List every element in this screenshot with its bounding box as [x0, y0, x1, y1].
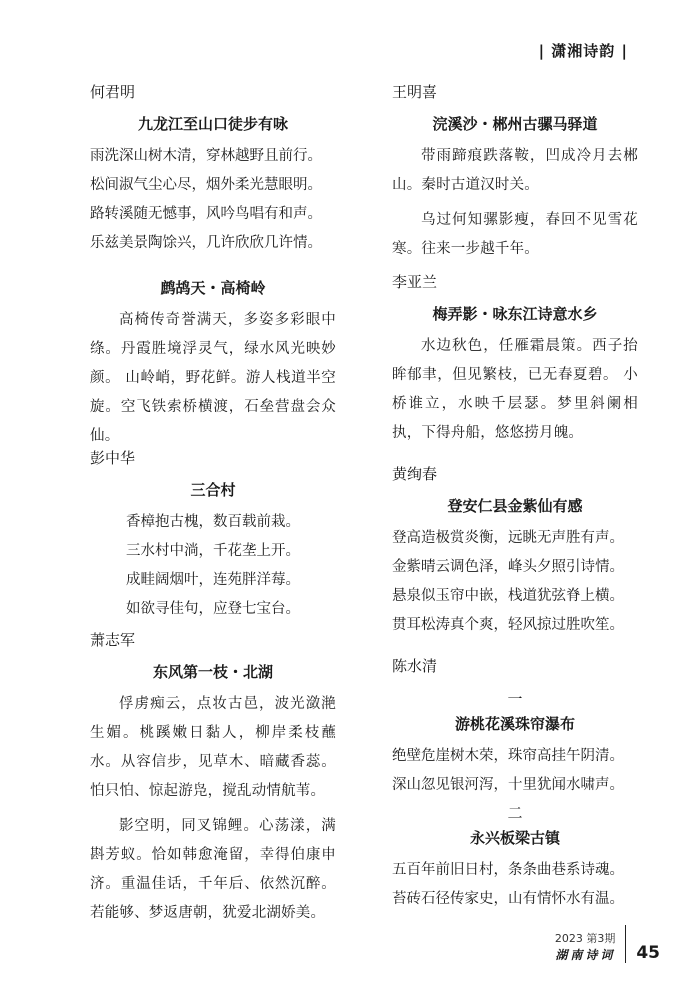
poem-line: 乐兹美景陶馀兴，几许欣欣几许情。: [90, 235, 322, 251]
footer-divider: [625, 925, 626, 963]
poem-title: 登安仁县金紫仙有感: [447, 497, 583, 515]
poem-paragraph: 影空明，同叉锦鲤。心荡漾，满斟芳蚁。恰如韩愈淹留，幸得伯康申济。重温佳话，千年后、依然沉醉。若能够、梦返唐朝，犹爱北湖娇美。: [90, 818, 336, 921]
poem-line: 绝壁危崖树木荣，珠帘高挂午阴清。: [392, 748, 624, 764]
poem-author: 陈水清: [392, 657, 438, 675]
poem-line: 五百年前旧日村，条条曲巷系诗魂。: [392, 862, 624, 878]
poem-title: 游桃花溪珠帘瀑布: [454, 715, 575, 733]
publication-info: [555, 930, 616, 963]
poem-line: 深山忽见银河泻，十里犹闻水啸声。: [392, 777, 624, 793]
poem-block: [90, 276, 336, 446]
poem-author: 李亚兰: [392, 273, 438, 291]
poem-title: 浣溪沙・郴州古骡马驿道: [432, 115, 598, 133]
poem-block: [90, 628, 336, 928]
poem-title: 九龙江至山口徒步有咏: [137, 115, 288, 133]
poem-block: [392, 462, 638, 654]
journal-name: 湖南诗词: [555, 948, 616, 962]
right-column: [392, 80, 638, 914]
poem-line: 苔砖石径传家史，山有情怀水有温。: [392, 891, 624, 907]
poem-line: 贯耳松涛真个爽，轻风掠过胜吹笙。: [392, 617, 624, 633]
issue-label: 2023 第3期: [554, 932, 616, 945]
poem-line: 成畦阔烟叶，连苑胖洋莓。: [126, 572, 300, 588]
poem-paragraph: 水边秋色，任雁霜晨策。西子抬眸郁聿，但见繁枝，已无春夏碧。 小桥谁立，水映千层瑟。梦里斜阑相执，下得舟船，悠悠捞月魄。: [392, 338, 638, 441]
poem-author: 彭中华: [90, 449, 136, 467]
poem-block: [392, 80, 638, 270]
page-number: 45: [636, 943, 660, 963]
poem-paragraph: 乌过何知骡影瘦，春回不见雪花寒。往来一步越千年。: [392, 212, 638, 257]
poem-title: 三合村: [190, 481, 236, 499]
poem-line: 松间淑气尘心尽，烟外柔光慧眼明。: [90, 177, 322, 193]
poem-line: 香樟抱古槐，数百载前栽。: [126, 514, 300, 530]
poem-title: 东风第一枝・北湖: [152, 663, 273, 681]
poem-title: 梅弄影・咏东江诗意水乡: [432, 305, 598, 323]
part-number: 二: [507, 804, 523, 822]
poem-lines: [90, 508, 336, 624]
poem-line: 雨洗深山树木清，穿林越野且前行。: [90, 148, 322, 164]
poem-line: 路转溪随无憾事，风吟鸟唱有和声。: [90, 206, 322, 222]
poem-line: 三水村中淌，千花垄上开。: [126, 543, 300, 559]
poem-author: 黄绚春: [392, 465, 438, 483]
poem-paragraph: 俘虏痴云，点妆古邑，波光潋滟生媚。桃蹊嫩日黏人，柳岸柔枝蘸水。从容信步，见草木、暗藏香蕊。怕只怕、惊起游凫，搅乱动情航苇。: [90, 696, 336, 799]
poem-line: 金紫晴云调色泽，峰头夕照引诗情。: [392, 559, 624, 575]
poem-block: [90, 446, 336, 628]
poem-line: 登高造极赏炎衡，远眺无声胜有声。: [392, 530, 624, 546]
section-header: | 潇湘诗韵 |: [538, 42, 628, 60]
poem-block: [392, 654, 638, 914]
left-column: [90, 80, 336, 934]
poem-title: 永兴板梁古镇: [469, 829, 560, 847]
poem-block: [392, 270, 638, 462]
part-number: 一: [507, 690, 523, 708]
poem-line: 如欲寻佳句，应登七宝台。: [126, 601, 300, 617]
poem-author: 萧志军: [90, 631, 136, 649]
poem-paragraph: 高椅传奇誉满天，多姿多彩眼中绦。丹霞胜境浮灵气，绿水风光映妙颜。 山岭峭，野花鲜。游人栈道半空旋。空飞铁索桥横渡，石垒营盘会众仙。: [90, 312, 336, 444]
poem-author: 王明喜: [392, 83, 438, 101]
poem-paragraph: 带雨蹄痕跌落鞍，凹成冷月去郴山。秦时古道汉时关。: [392, 148, 638, 193]
poem-title: 鹧鸪天・高椅岭: [160, 279, 266, 297]
poem-block: [90, 80, 336, 270]
poem-author: 何君明: [90, 83, 136, 101]
poem-line: 悬泉似玉帘中嵌，栈道犹弦脊上横。: [392, 588, 624, 604]
page-footer: [555, 925, 660, 963]
